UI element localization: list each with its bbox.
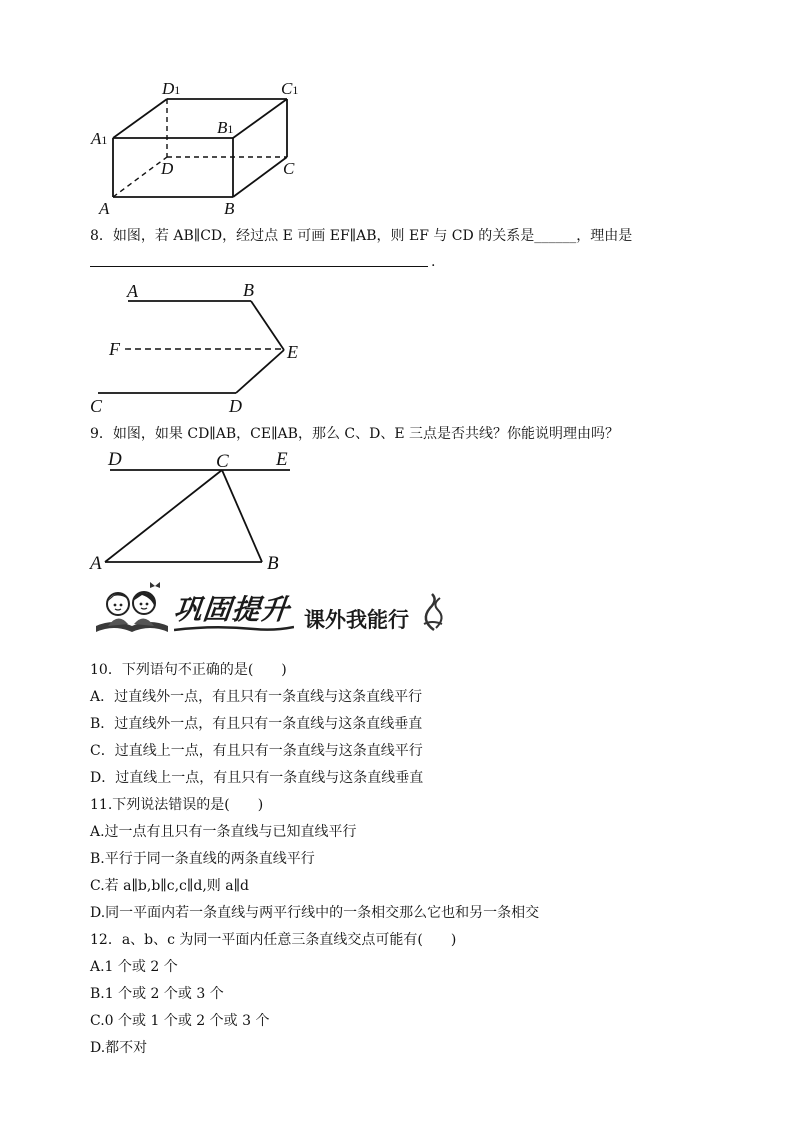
label-e: E — [287, 342, 298, 362]
label-a: A — [99, 199, 110, 218]
edge-b1c1 — [233, 99, 287, 138]
question-11-option-a: A.过一点有且只有一条直线与已知直线平行 — [90, 824, 357, 840]
question-9-text: 9．如图，如果 CD∥AB，CE∥AB，那么 C、D、E 三点是否共线？你能说明理由吗？ — [90, 426, 620, 442]
label-d1: D1 — [162, 79, 181, 98]
segment-ac — [105, 470, 222, 562]
banner-underline — [174, 624, 294, 634]
label-b: B — [243, 280, 254, 300]
q9-figure — [85, 445, 305, 575]
banner-subtitle: 课外我能行 — [304, 608, 409, 632]
label-c: C — [216, 451, 229, 472]
label-a1: A1 — [91, 129, 108, 148]
segment-ed — [236, 350, 284, 393]
label-d: D — [108, 449, 122, 470]
question-11-option-c: C.若 a∥b,b∥c,c∥d,则 a∥d — [90, 878, 250, 894]
question-10-option-d: D．过直线上一点，有且只有一条直线与这条直线垂直 — [90, 770, 424, 786]
question-11-stem: 11.下列说法错误的是( ) — [90, 797, 264, 813]
question-12-option-d: D.都不对 — [90, 1040, 148, 1056]
question-12-option-c: C.0 个或 1 个或 2 个或 3 个 — [90, 1013, 270, 1029]
label-c: C — [90, 396, 103, 416]
segment-cb — [222, 470, 262, 562]
label-f: F — [109, 339, 120, 359]
question-8-answer-blank — [90, 266, 428, 267]
label-d: D — [229, 396, 242, 416]
segment-be — [251, 301, 284, 350]
label-a: A — [90, 553, 102, 574]
question-11-option-b: B.平行于同一条直线的两条直线平行 — [90, 851, 315, 867]
question-12-option-b: B.1 个或 2 个或 3 个 — [90, 986, 224, 1002]
label-c: C — [283, 159, 295, 178]
label-b1: B1 — [217, 118, 234, 137]
question-8-period: . — [431, 254, 436, 270]
edge-a1d1 — [113, 99, 167, 138]
question-12-option-a: A.1 个或 2 个 — [90, 959, 178, 975]
question-10-option-c: C．过直线上一点，有且只有一条直线与这条直线平行 — [90, 743, 423, 759]
label-a: A — [127, 281, 138, 301]
label-e: E — [276, 449, 288, 470]
edge-bc — [233, 157, 287, 197]
label-b: B — [267, 553, 279, 574]
cuboid-figure — [80, 75, 320, 220]
swirl-ornament-icon — [418, 590, 450, 634]
question-10-option-b: B．过直线外一点，有且只有一条直线与这条直线垂直 — [90, 716, 423, 732]
banner-title: 巩固提升 — [172, 593, 292, 626]
question-11-option-d: D.同一平面内若一条直线与两平行线中的一条相交那么它也和另一条相交 — [90, 905, 540, 921]
kids-reading-icon — [92, 578, 172, 640]
q8-figure — [85, 280, 325, 420]
section-banner — [92, 578, 452, 640]
label-c1: C1 — [281, 79, 299, 98]
label-d: D — [161, 159, 174, 178]
label-b: B — [224, 199, 235, 218]
question-10-stem: 10．下列语句不正确的是( ) — [90, 662, 287, 678]
question-12-stem: 12．a、b、c 为同一平面内任意三条直线交点可能有( ) — [90, 932, 457, 948]
question-10-option-a: A．过直线外一点，有且只有一条直线与这条直线平行 — [90, 689, 423, 705]
question-8-line1: 8．如图，若 AB∥CD，经过点 E 可画 EF∥AB，则 EF 与 CD 的关系是______，理由是 — [90, 228, 633, 244]
hidden-edge-ad — [113, 157, 167, 197]
